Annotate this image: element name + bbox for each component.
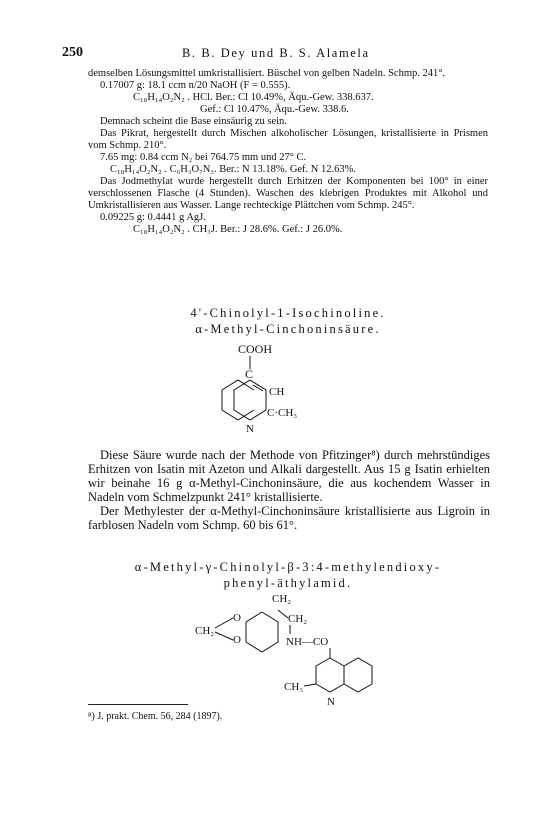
paragraph: Das Pikrat, hergestellt durch Mischen alkoholischer Lösungen, kristallisierte in Prismen vom Schmp. 210°. xyxy=(88,128,488,151)
paragraph: Das Jodmethylat wurde hergestellt durch Erhitzen der Komponenten bei 100° in einer verschlossenen Flasche (4 Stunden). Waschen des klebrigen Produktes mit Alkohol und Umkristallisieren aus Wasser. Lange rechteckige Plättchen vom Schmp. 245°. xyxy=(88,176,488,211)
ch2-right-label: CH₂ xyxy=(288,613,308,625)
ch2-top-label: CH₂ xyxy=(272,593,292,605)
c-label: C xyxy=(245,367,254,381)
n-label: N xyxy=(246,423,254,435)
heading-quinolyl: 4'-Chinolyl-1-Isochinoline. xyxy=(190,306,386,320)
paragraph: 0.17007 g: 18.1 ccm n/20 NaOH (F = 0.555). xyxy=(100,80,291,91)
heading-amide-line2: phenyl-äthylamid. xyxy=(223,576,353,590)
footnote-rule xyxy=(88,704,188,705)
running-title: B. B. Dey und B. S. Alamela xyxy=(182,46,370,60)
c-ch3-label: C·CH₃ xyxy=(267,407,298,419)
page-header xyxy=(62,45,490,63)
ch3-label: CH₃ xyxy=(284,681,304,693)
structure-methyl-cinchoninic-acid xyxy=(220,340,340,445)
ch2-left-label: CH₂ xyxy=(195,625,215,637)
text-block-2 xyxy=(88,448,490,532)
paragraph: 7.65 mg: 0.84 ccm N₂ bei 764.75 mm und 27° C. xyxy=(100,152,307,163)
paragraph: Demnach scheint die Base einsäurig zu sein. xyxy=(100,116,287,127)
formula-line: C₁₈H₁₄O₂N₂ . CH₃J. Ber.: J 28.6%. Gef.: J 26.0%. xyxy=(133,224,343,235)
ch-label: CH xyxy=(269,386,285,398)
structure-amide xyxy=(190,590,380,710)
text-block-1 xyxy=(88,68,488,236)
cooh-label: COOH xyxy=(238,342,273,356)
nh-co-label: NH—CO xyxy=(286,636,329,648)
formula-line: C₁₈H₁₄O₂N₂ . HCl. Ber.: Cl 10.49%, Äqu.-Gew. 338.637. xyxy=(133,92,374,103)
paragraph: Diese Säure wurde nach der Methode von Pfitzinger⁸) durch mehrstündiges Erhitzen von Isatin mit Azeton und Alkali dargestellt. Aus 15 g Isatin erhielten wir beinahe 16 g α-Methyl-Cinchoninsäure, die aus kochendem Wasser in Nadeln vom Schmelzpunkt 241° kristallisierte. xyxy=(88,448,490,504)
paragraph: 0.09225 g: 0.4441 g AgJ. xyxy=(100,212,206,223)
heading-amide-line1: α-Methyl-γ-Chinolyl-β-3:4-methylendioxy- xyxy=(134,560,442,574)
o-bottom-label: O xyxy=(233,634,241,646)
formula-line: C₁₈H₁₄O₂N₂ . C₆H₃O₇N₃. Ber.: N 13.18%. Gef. N 12.63%. xyxy=(110,164,357,175)
paragraph: demselben Lösungsmittel umkristallisiert. Büschel von gelben Nadeln. Schmp. 241°. xyxy=(88,68,446,79)
paragraph: Der Methylester der α-Methyl-Cinchoninsäure kristallisierte aus Ligroin in farblosen Nadeln vom Schmp. 60 bis 61°. xyxy=(88,504,490,532)
o-top-label: O xyxy=(233,612,241,624)
page-number: 250 xyxy=(62,45,83,60)
formula-line: Gef.: Cl 10.47%, Äqu.-Gew. 338.6. xyxy=(200,104,349,115)
heading-cinchoninic-acid: α-Methyl-Cinchoninsäure. xyxy=(195,322,381,336)
n-label: N xyxy=(327,696,335,708)
footnote: ⁸) J. prakt. Chem. 56, 284 (1897). xyxy=(88,711,223,722)
